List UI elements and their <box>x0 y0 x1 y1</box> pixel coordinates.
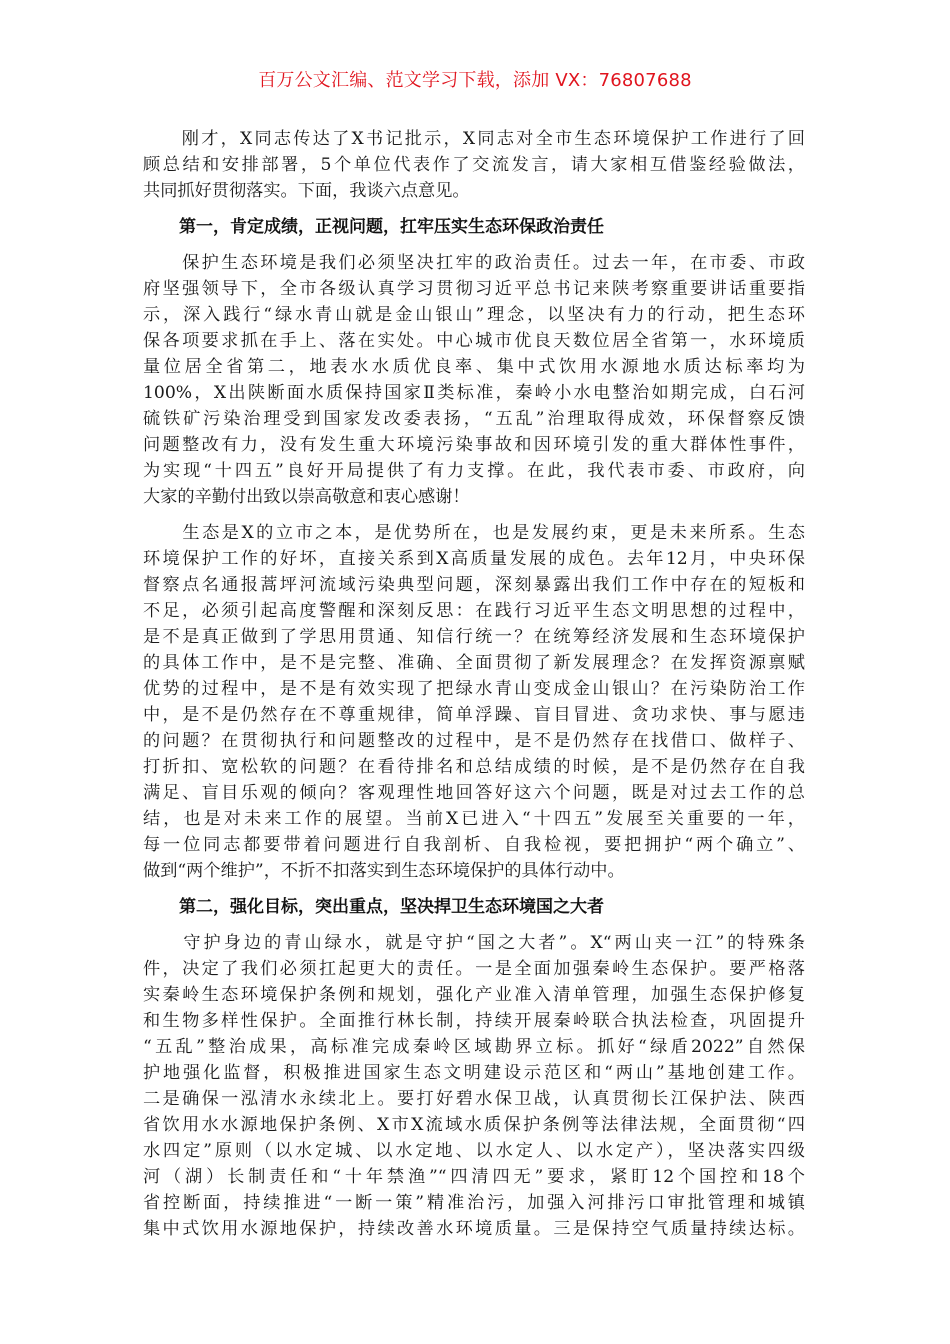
text-line: 水四定”原则（以水定城、以水定地、以水定人、以水定产），坚决落实四级 <box>143 1141 805 1161</box>
text-line: 大家的辛勤付出致以崇高敬意和衷心感谢！ <box>143 487 470 507</box>
text-line: 督察点名通报蒿坪河流域污染典型问题，深刻暴露出我们工作中存在的短板和 <box>143 575 805 595</box>
section-1-paragraph-2 <box>143 520 805 884</box>
text-line: 集中式饮用水源地保护，持续改善水环境质量。三是保持空气质量持续达标。 <box>143 1219 805 1239</box>
text-line: “五乱”整治成果，高标准完成秦岭区域勘界立标。抓好“绿盾2022”自然保 <box>143 1037 805 1057</box>
section-1-paragraph-1 <box>143 250 805 510</box>
text-line: 守护身边的青山绿水，就是守护“国之大者”。X“两山夹一江”的特殊条 <box>143 933 805 953</box>
text-line: 示，深入践行“绿水青山就是金山银山”理念，以坚决有力的行动，把生态环 <box>143 305 805 325</box>
text-line: 省控断面，持续推进“一断一策”精准治污，加强入河排污口审批管理和城镇 <box>143 1193 805 1213</box>
text-line: 顾总结和安排部署，5个单位代表作了交流发言，请大家相互借鉴经验做法， <box>143 155 805 175</box>
download-ad-banner: 百万公文汇编、范文学习下载，添加 VX：76807688 <box>258 70 692 91</box>
section-2-paragraph-1 <box>143 930 805 1242</box>
text-line: 环境保护工作的好坏，直接关系到X高质量发展的成色。去年12月，中央环保 <box>143 549 805 569</box>
text-line: 省饮用水水源地保护条例、X市X流域水质保护条例等法律法规，全面贯彻“四 <box>143 1115 805 1135</box>
text-line: 件，决定了我们必须扛起更大的责任。一是全面加强秦岭生态保护。要严格落 <box>143 959 805 979</box>
text-line: 做到“两个维护”，不折不扣落实到生态环境保护的具体行动中。 <box>143 861 625 881</box>
text-line: 护地强化监督，积极推进国家生态文明建设示范区和“两山”基地创建工作。 <box>143 1063 805 1083</box>
text-line: 是不是真正做到了学思用贯通、知信行统一？在统筹经济发展和生态环境保护 <box>143 627 805 647</box>
text-line: 府坚强领导下，全市各级认真学习贯彻习近平总书记来陕考察重要讲话重要指 <box>143 279 805 299</box>
text-line: 生态是X的立市之本，是优势所在，也是发展约束，更是未来所系。生态 <box>143 523 805 543</box>
text-line: 不足，必须引起高度警醒和深刻反思：在践行习近平生态文明思想的过程中， <box>143 601 805 621</box>
text-line: 保各项要求抓在手上、落在实处。中心城市优良天数位居全省第一，水环境质 <box>143 331 805 351</box>
text-line: 的问题？在贯彻执行和问题整改的过程中，是不是仍然存在找借口、做样子、 <box>143 731 805 751</box>
text-line: 100%，X出陕断面水质保持国家Ⅱ类标准，秦岭小水电整治如期完成，白石河 <box>143 383 805 403</box>
text-line: 河（湖）长制责任和“十年禁渔”“四清四无”要求，紧盯12个国控和18个 <box>143 1167 805 1187</box>
text-line: 为实现“十四五”良好开局提供了有力支撑。在此，我代表市委、市政府，向 <box>143 461 805 481</box>
text-line: 的具体工作中，是不是完整、准确、全面贯彻了新发展理念？在发挥资源禀赋 <box>143 653 805 673</box>
section-heading-1: 第一，肯定成绩，正视问题，扛牢压实生态环保政治责任 <box>179 217 604 237</box>
text-line: 硫铁矿污染治理受到国家发改委表扬，“五乱”治理取得成效，环保督察反馈 <box>143 409 805 429</box>
intro-paragraph <box>143 126 805 204</box>
text-line: 二是确保一泓清水永续北上。要打好碧水保卫战，认真贯彻长江保护法、陕西 <box>143 1089 805 1109</box>
text-line: 共同抓好贯彻落实。下面，我谈六点意见。 <box>143 181 470 201</box>
text-line: 刚才，X同志传达了X书记批示，X同志对全市生态环境保护工作进行了回 <box>143 129 805 149</box>
text-line: 满足、盲目乐观的倾向？客观理性地回答好这六个问题，既是对过去工作的总 <box>143 783 805 803</box>
text-line: 优势的过程中，是不是有效实现了把绿水青山变成金山银山？在污染防治工作 <box>143 679 805 699</box>
text-line: 和生物多样性保护。全面推行林长制，持续开展秦岭联合执法检查，巩固提升 <box>143 1011 805 1031</box>
text-line: 中，是不是仍然存在不尊重规律，简单浮躁、盲目冒进、贪功求快、事与愿违 <box>143 705 805 725</box>
text-line: 结，也是对未来工作的展望。当前X已进入“十四五”发展至关重要的一年， <box>143 809 805 829</box>
document-body <box>143 126 805 1252</box>
text-line: 问题整改有力，没有发生重大环境污染事故和因环境引发的重大群体性事件， <box>143 435 805 455</box>
text-line: 实秦岭生态环境保护条例和规划，强化产业准入清单管理，加强生态保护修复 <box>143 985 805 1005</box>
text-line: 每一位同志都要带着问题进行自我剖析、自我检视，要把拥护“两个确立”、 <box>143 835 805 855</box>
text-line: 量位居全省第二，地表水水质优良率、集中式饮用水源地水质达标率均为 <box>143 357 805 377</box>
section-heading-2: 第二，强化目标，突出重点，坚决捍卫生态环境国之大者 <box>179 897 604 917</box>
text-line: 保护生态环境是我们必须坚决扛牢的政治责任。过去一年，在市委、市政 <box>143 253 805 273</box>
text-line: 打折扣、宽松软的问题？在看待排名和总结成绩的时候，是不是仍然存在自我 <box>143 757 805 777</box>
